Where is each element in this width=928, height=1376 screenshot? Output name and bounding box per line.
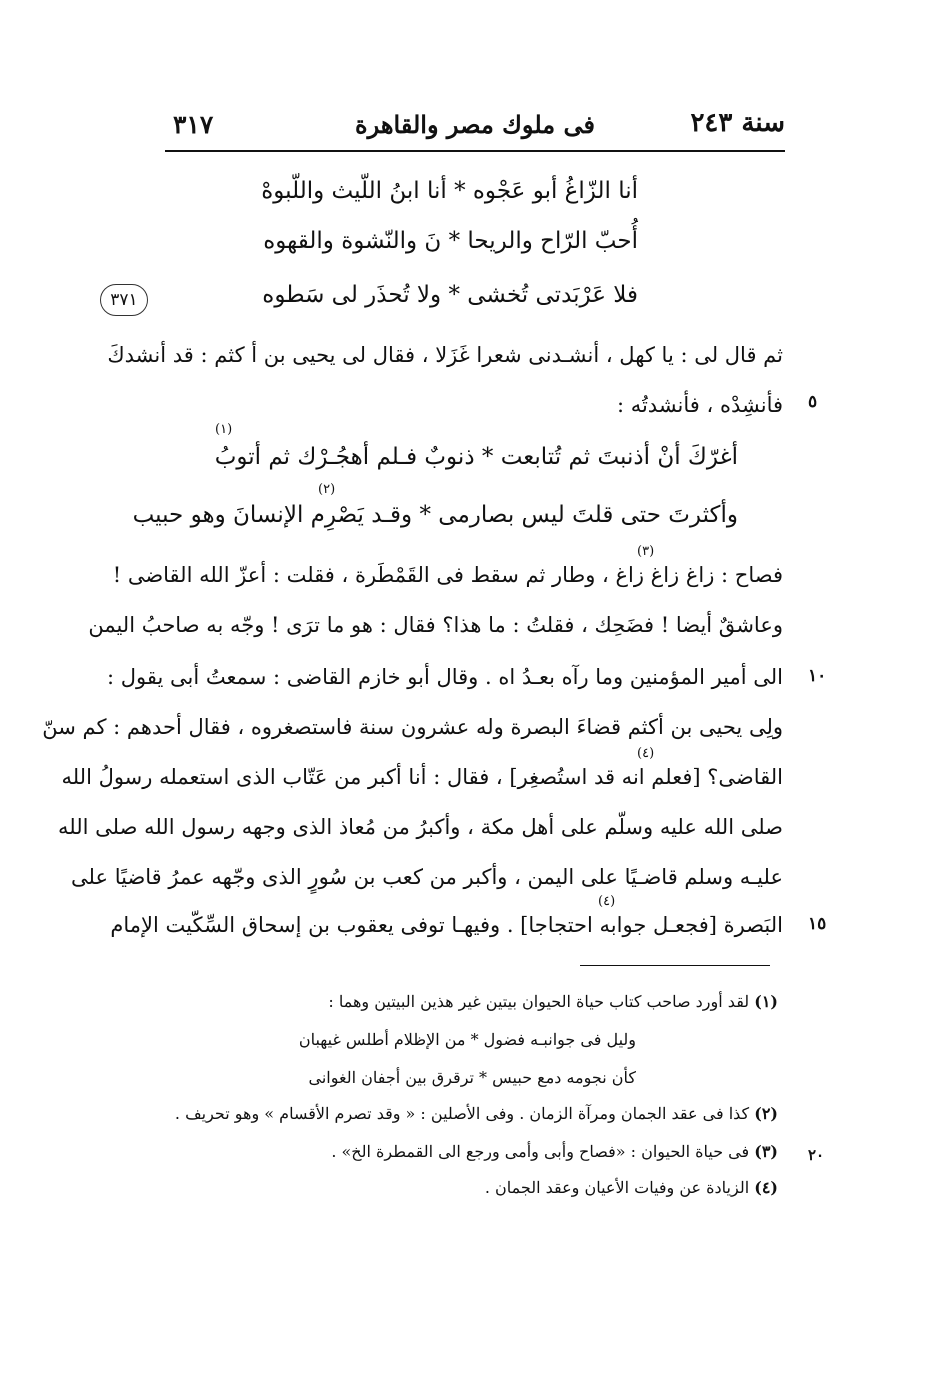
- poem1-verse-3: فلا عَرْبَدتى تُخشى * ولا تُحذَر لى سَطوه: [262, 282, 638, 308]
- header-page-number: ٣١٧: [173, 110, 214, 139]
- footnote-3: [331, 1140, 778, 1164]
- poem2-verse-2: وأكثرتَ حتى قلتَ ليس بصارمى * وقـد يَصْرِم الإنسانَ وهو حبيب: [132, 502, 738, 528]
- para2-line-3: الى أمير المؤمنين وما رآه بعـدُ اه . وقال أبو خازم القاضى : سمعتُ أبى يقول :: [107, 665, 783, 689]
- header-rule: [165, 150, 785, 152]
- line-number-5: ٥: [808, 392, 818, 412]
- poem1-verse-2: أُحبّ الرّاح والريحا * نَ والنّشوة والقهوه: [263, 228, 638, 254]
- para1-line-2: فأنشِدْه ، فأنشدتُه :: [616, 393, 783, 417]
- footnote-3-text: فى حياة الحيوان : «فصاح وأبى وأمى ورجع الى القمطرة الخ» .: [331, 1142, 750, 1161]
- footnote-2-text: كذا فى عقد الجمان ومرآة الزمان . وفى الأصلين : « وقد تصرم الأقسام » وهو تحريف .: [174, 1104, 750, 1123]
- footnote-4: [485, 1176, 778, 1200]
- note-marker-1: (١): [215, 422, 233, 437]
- para2-line-7: عليـه وسلم قاضـيًا على اليمن ، وأكبر من كعب بن سُورٍ الذى وجّهه عمرُ قاضيًا على: [71, 865, 783, 889]
- running-header: [165, 102, 785, 146]
- para2-line-6: صلى الله عليه وسلّم على أهل مكة ، وأكبرُ من مُعاذ الذى وجهه رسول الله صلى الله: [58, 815, 783, 839]
- line-number-15: ١٥: [808, 914, 827, 934]
- note-marker-4a: (٤): [637, 746, 655, 761]
- note-marker-3: (٣): [637, 544, 655, 559]
- footnote-1-verse-1: وليل فى جوانبـه فضول * من الإظلام أطلس غيهبان: [298, 1030, 636, 1049]
- poem1-verse-1: أنا الزّاغُ أبو عَجْوه * أنا ابنُ اللّيث واللّبوهْ: [261, 178, 638, 204]
- para2-line-2: وعاشقٌ أيضا ! فضَحِك ، فقلتُ : ما هذا؟ فقال : هو ما ترَى ! وجّه به صاحبُ اليمن: [88, 613, 783, 637]
- footnote-3-number: (٣): [754, 1142, 778, 1161]
- para2-line-5: القاضى؟ [فعلم انه قد استُصغِر] ، فقال : أنا أكبر من عَتّاب الذى استعمله رسولُ الله: [61, 765, 783, 789]
- footnote-1-text: لقد أورد صاحب كتاب حياة الحيوان بيتين غير هذين البيتين وهما :: [328, 992, 750, 1011]
- footnote-1: [328, 990, 778, 1014]
- footnote-2: [175, 1102, 778, 1126]
- footnote-1-number: (١): [754, 992, 778, 1011]
- marginal-page-number: ٣٧١: [100, 284, 148, 316]
- para2-line-8: البَصرة [فجعـل جوابه احتجاجا] . وفيهـا توفى يعقوب بن إسحاق السِّكّيت الإمام: [110, 913, 783, 937]
- note-marker-4b: (٤): [598, 894, 616, 909]
- footnote-4-text: الزيادة عن وفيات الأعيان وعقد الجمان .: [484, 1178, 750, 1197]
- note-marker-2: (٢): [318, 482, 336, 497]
- header-running-title: فى ملوك مصر والقاهرة: [355, 110, 595, 139]
- para2-line-4: ولِى يحيى بن أكثم قضاءَ البصرة وله عشرون سنة فاستصغروه ، فقال أحدهم : كم سنّ: [42, 715, 783, 739]
- line-number-20: ٢٠: [808, 1146, 825, 1164]
- footnote-1-verse-2: كأن نجومه دمع حبيس * ترقرق بين أجفان الغوانى: [308, 1068, 636, 1087]
- poem2-verse-1: أغرّكَ أنْ أذنبتَ ثم تُتابعت * ذنوبٌ فـلم أهجُـرْك ثم أتوبُ: [214, 444, 738, 470]
- footnote-4-number: (٤): [754, 1178, 778, 1197]
- para1-line-1: ثم قال لى : يا كهل ، أنشـدنى شعرا غَزَلا ، فقال لى يحيى بن أ كثم : قد أنشدكَ: [107, 343, 783, 367]
- header-year: سنة ٢٤٣: [690, 108, 785, 138]
- footnote-2-number: (٢): [754, 1104, 778, 1123]
- para2-line-1: فصاح : زاغ زاغ زاغ ، وطار ثم سقط فى القَمْطَرة ، فقلت : أعزّ الله القاضى !: [112, 563, 783, 587]
- line-number-10: ١٠: [808, 666, 827, 686]
- footnote-rule: [580, 965, 770, 966]
